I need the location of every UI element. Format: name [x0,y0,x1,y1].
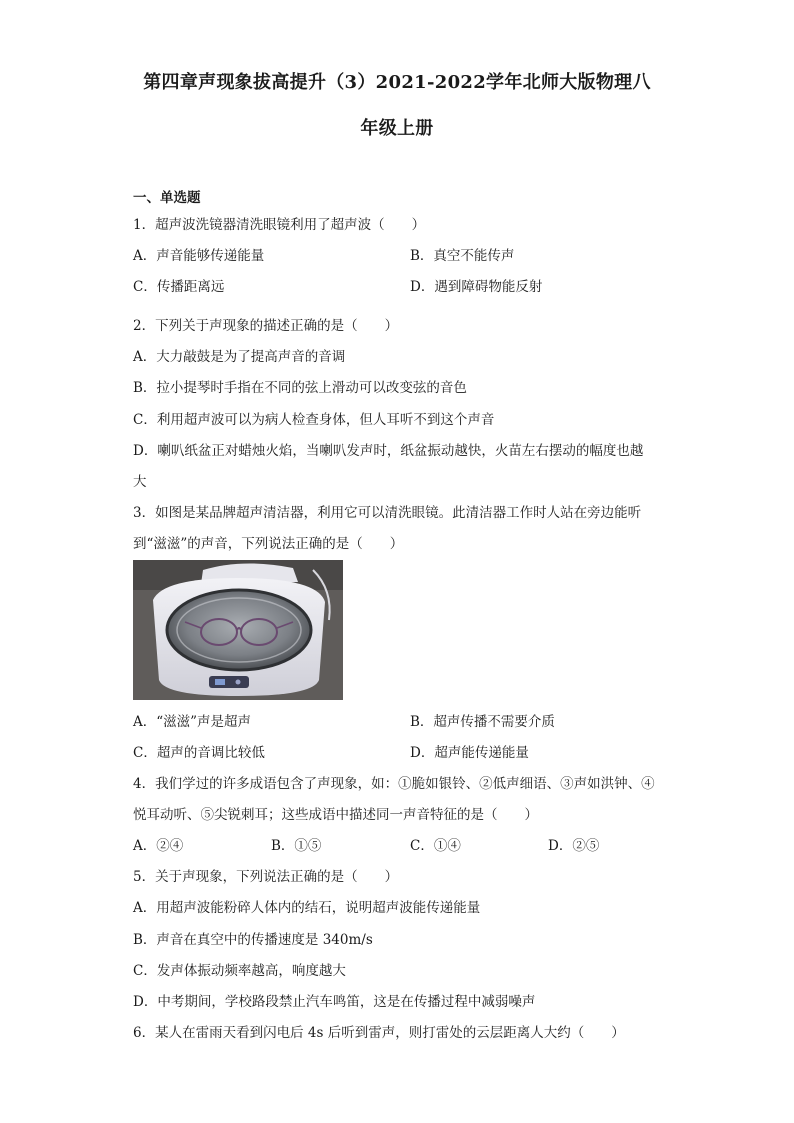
q2-option-d: D．喇叭纸盆正对蜡烛火焰，当喇叭发声时，纸盆振动越快，火苗左右摆动的幅度也越 [133,443,644,459]
q3-option-d: D．超声能传递能量 [410,745,529,761]
q2-option-c: C．利用超声波可以为病人检查身体，但人耳听不到这个声音 [133,412,495,428]
q1-option-d: D．遇到障碍物能反射 [410,279,543,295]
question-6-stem: 6．某人在雷雨天看到闪电后 4s 后听到雷声，则打雷处的云层距离人大约（ ） [133,1025,625,1041]
q5-option-d: D．中考期间，学校路段禁止汽车鸣笛，这是在传播过程中减弱噪声 [133,994,536,1010]
question-2-stem: 2．下列关于声现象的描述正确的是（ ） [133,318,399,334]
q3-option-b: B．超声传播不需要介质 [410,714,555,730]
q3-option-c: C．超声的音调比较低 [133,745,265,761]
question-4-stem-line-2: 悦耳动听、⑤尖锐刺耳；这些成语中描述同一声音特征的是（ ） [133,807,538,823]
page-title-line-2: 年级上册 [360,118,434,139]
q5-option-a: A．用超声波能粉碎人体内的结石，说明超声波能传递能量 [133,900,481,916]
q4-option-a: A．②④ [133,838,184,854]
ultrasonic-cleaner-photo [133,560,343,700]
q5-option-c: C．发声体振动频率越高，响度越大 [133,963,346,979]
question-1-stem: 1．超声波洗镜器清洗眼镜利用了超声波（ ） [133,217,426,233]
section-heading: 一、单选题 [133,190,201,206]
q5-option-b: B．声音在真空中的传播速度是 340m/s [133,932,373,948]
question-5-stem: 5．关于声现象，下列说法正确的是（ ） [133,869,399,885]
q2-option-d-continued: 大 [133,474,147,490]
q4-option-c: C．①④ [410,838,461,854]
q1-option-c: C．传播距离远 [133,279,225,295]
q3-option-a: A．“滋滋”声是超声 [133,714,252,730]
q2-option-a: A．大力敲鼓是为了提高声音的音调 [133,349,346,365]
q1-option-b: B．真空不能传声 [410,248,515,264]
q4-option-d: D．②⑤ [548,838,600,854]
q2-option-b: B．拉小提琴时手指在不同的弦上滑动可以改变弦的音色 [133,380,467,396]
q4-option-b: B．①⑤ [271,838,322,854]
page-title-line-1: 第四章声现象拔高提升（3）2021-2022学年北师大版物理八 [143,72,651,93]
question-4-stem-line-1: 4．我们学过的许多成语包含了声现象，如：①脆如银铃、②低声细语、③声如洪钟、④ [133,776,655,792]
question-3-stem-line-1: 3．如图是某品牌超声清洁器，利用它可以清洗眼镜。此清洁器工作时人站在旁边能听 [133,505,642,521]
q1-option-a: A．声音能够传递能量 [133,248,265,264]
question-3-stem-line-2: 到“滋滋”的声音，下列说法正确的是（ ） [133,536,404,552]
